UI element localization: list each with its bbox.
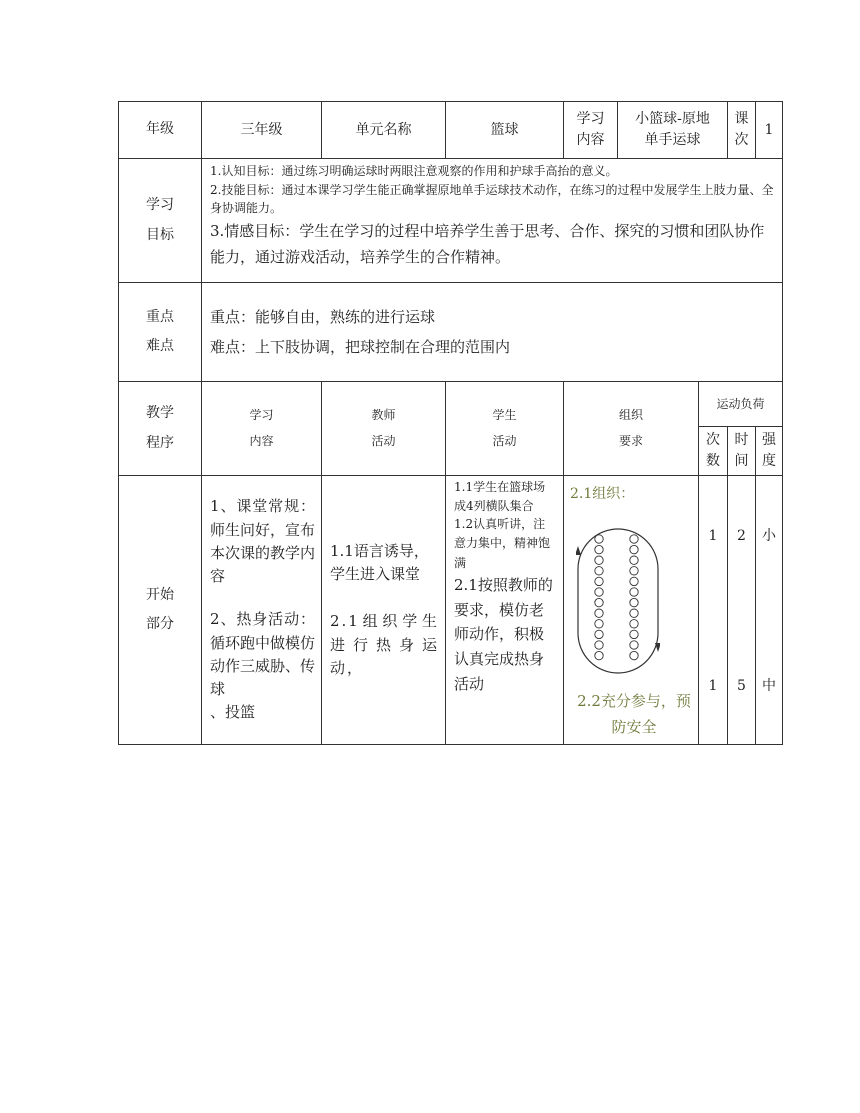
student-dot bbox=[630, 620, 638, 628]
student-dot bbox=[595, 556, 603, 564]
start-section-label bbox=[119, 476, 202, 745]
keypoints-content bbox=[202, 283, 783, 382]
student-dot bbox=[630, 588, 638, 596]
start-teacher-2: 2.1组织学生进行热身运动， bbox=[330, 612, 439, 677]
objective-affective: 3.情感目标：学生在学习的过程中培养学生善于思考、合作、探究的习惯和团队协作能力，通过游戏活动，培养学生的合作精神。 bbox=[210, 221, 765, 267]
duration-row-1: 2 bbox=[737, 528, 746, 544]
start-duration bbox=[728, 476, 756, 745]
keypoints-label bbox=[119, 283, 202, 382]
objective-cognitive: 1.认知目标：通过练习明确运球时两眼注意观察的作用和护球手高抬的意义。 bbox=[210, 164, 618, 178]
teacher-header bbox=[322, 382, 446, 476]
student-dot bbox=[595, 630, 603, 638]
content-value bbox=[618, 102, 728, 159]
content-label-text: 学习 内容 bbox=[576, 111, 605, 148]
student-dot bbox=[630, 577, 638, 585]
student-dots bbox=[595, 535, 638, 660]
student-dot bbox=[630, 535, 638, 543]
start-teacher-1: 1.1语言诱导，学生进入课堂 bbox=[330, 541, 429, 584]
org-foot: 2.2充分参与，预防安全 bbox=[577, 692, 691, 736]
start-times bbox=[699, 476, 728, 745]
lesson-value: 1 bbox=[756, 102, 783, 159]
student-header bbox=[446, 382, 564, 476]
duration-row-2: 5 bbox=[737, 678, 746, 694]
content-value-text: 小篮球-原地 单手运球 bbox=[635, 111, 710, 148]
start-teacher bbox=[322, 476, 446, 745]
start-content bbox=[202, 476, 322, 745]
student-dot bbox=[630, 598, 638, 606]
student-dot bbox=[595, 651, 603, 659]
teacher-header-text: 教师 活动 bbox=[371, 408, 396, 448]
start-student bbox=[446, 476, 564, 745]
intensity-row-1: 小 bbox=[762, 528, 777, 544]
objectives-label bbox=[119, 159, 202, 283]
lesson-label-text: 课 次 bbox=[734, 111, 749, 148]
student-dot bbox=[595, 577, 603, 585]
grade-label: 年级 bbox=[119, 102, 202, 159]
objective-skill: 2.技能目标：通过本课学习学生能正确掌握原地单手运球技术动作，在练习的过程中发展学生上肢力量、全身协调能力。 bbox=[210, 182, 774, 216]
arrow-up-icon bbox=[576, 546, 581, 555]
student-dot bbox=[595, 588, 603, 596]
formation-diagram bbox=[576, 527, 660, 675]
times-row-2: 1 bbox=[708, 678, 718, 694]
student-dot bbox=[595, 535, 603, 543]
content-header-text: 学习 内容 bbox=[249, 408, 274, 448]
unit-value: 篮球 bbox=[446, 102, 564, 159]
procedure-header-text: 教学 程序 bbox=[146, 405, 174, 451]
student-dot bbox=[630, 651, 638, 659]
start-student-1: 1.1学生在篮球场成4列横队集合 bbox=[454, 480, 546, 513]
procedure-header bbox=[119, 382, 202, 476]
student-dot bbox=[630, 567, 638, 575]
grade-value: 三年级 bbox=[202, 102, 322, 159]
times-header bbox=[699, 427, 728, 476]
times-row-1: 1 bbox=[708, 528, 718, 544]
objectives-content bbox=[202, 159, 783, 283]
load-header: 运动负荷 bbox=[699, 382, 783, 427]
student-dot bbox=[630, 545, 638, 553]
start-section-label-text: 开始 部分 bbox=[146, 586, 174, 632]
student-dot bbox=[630, 630, 638, 638]
student-header-text: 学生 活动 bbox=[492, 408, 517, 448]
start-student-3: 2.1按照教师的要求，模仿老师动作，积极认真完成热身活动 bbox=[454, 575, 553, 693]
org-title: 2.1组织： bbox=[570, 486, 635, 502]
key-point: 重点：能够自由，熟练的进行运球 bbox=[210, 308, 436, 326]
intensity-header-text: 强 度 bbox=[762, 432, 777, 469]
student-dot bbox=[630, 609, 638, 617]
running-track bbox=[578, 529, 658, 673]
times-header-text: 次 数 bbox=[706, 432, 720, 469]
objectives-label-text: 学习 目标 bbox=[146, 197, 174, 243]
student-dot bbox=[595, 567, 603, 575]
organization-header bbox=[564, 382, 699, 476]
content-label bbox=[564, 102, 618, 159]
start-intensity bbox=[756, 476, 783, 745]
content-header bbox=[202, 382, 322, 476]
student-dot bbox=[630, 556, 638, 564]
difficulty-point: 难点：上下肢协调，把球控制在合理的范围内 bbox=[210, 338, 511, 356]
student-dot bbox=[595, 620, 603, 628]
start-content-1: 1、课堂常规：师生问好，宣布本次课的教学内容 bbox=[210, 497, 316, 586]
duration-header-text: 时 间 bbox=[734, 432, 749, 469]
student-dot bbox=[595, 598, 603, 606]
student-dot bbox=[630, 641, 638, 649]
organization-header-text: 组织 要求 bbox=[618, 408, 643, 448]
student-dot bbox=[595, 641, 603, 649]
student-dot bbox=[595, 545, 603, 553]
intensity-row-2: 中 bbox=[762, 678, 777, 694]
keypoints-label-text: 重点 难点 bbox=[146, 308, 174, 354]
start-organization bbox=[564, 476, 699, 745]
lesson-plan bbox=[118, 101, 783, 745]
unit-label: 单元名称 bbox=[322, 102, 446, 159]
duration-header bbox=[728, 427, 756, 476]
start-student-2: 1.2认真听讲，注意力集中，精神饱满 bbox=[454, 517, 551, 570]
lesson-label bbox=[728, 102, 756, 159]
intensity-header bbox=[756, 427, 783, 476]
start-content-2: 2、热身活动：循环跑中做模仿动作三威胁、传球 、投篮 bbox=[210, 610, 316, 722]
student-dot bbox=[595, 609, 603, 617]
